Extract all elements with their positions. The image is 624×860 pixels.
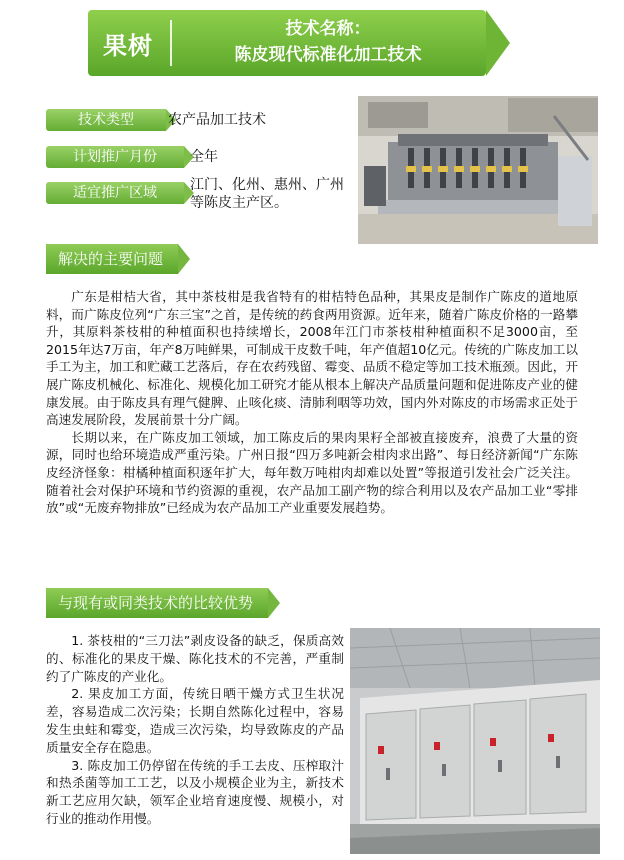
banner-divider (170, 20, 172, 66)
advantage-item: 1. 茶枝柑的“三刀法”剥皮设备的缺乏，保质高效的、标准化的果皮干燥、陈化技术的不完善，严重制约了广陈皮的产业化。 (46, 633, 344, 684)
promotion-month-tag: 计划推广月份 (46, 146, 184, 168)
peeling-machine-photo (358, 96, 598, 244)
category-label: 果树 (103, 31, 153, 60)
drying-room-illustration (350, 628, 600, 854)
promotion-region-line2: 等陈皮主产区。 (190, 195, 288, 211)
tech-type-value: 农产品加工技术 (168, 112, 266, 128)
promotion-month-value: 全年 (190, 149, 218, 165)
promotion-region-line1: 江门、化州、惠州、广州 (190, 177, 344, 193)
drying-room-photo (350, 628, 600, 854)
section-header-problems: 解决的主要问题 (46, 244, 178, 274)
problems-paragraph: 广东是柑桔大省，其中茶枝柑是我省特有的柑桔特色品种，其果皮是制作广陈皮的道地原料，而广陈皮位列“广东三宝”之首，是传统的药食两用资源。近年来，随着广陈皮价格的一路攀升，其原料茶枝柑的种植面积也持续增长，2008年江门市茶枝柑种植面积不足3000亩，至2015年达7万亩，年产8万吨鲜果，可制成干皮数千吨，年产值超10亿元。传统的广陈皮加工以手工为主，加工和贮藏工艺落后，存在农药残留、霉变、品质不稳定等加工技术瓶颈。因此，开展广陈皮机械化、标准化、规模化加工研究才能从根本上解决产品质量问题和促进陈皮产业的健康发展。由于陈皮具有理气健脾、止咳化痰、清肺利咽等功效，国内外对陈皮的市场需求正处于高速发展阶段，发展前景十分广阔。 (46, 289, 578, 428)
tech-type-tag: 技术类型 (46, 109, 166, 131)
technology-title (178, 16, 478, 72)
section-header-advantages: 与现有或同类技术的比较优势 (46, 588, 268, 618)
peeling-machine-illustration (358, 96, 598, 244)
promotion-region-value (190, 176, 358, 212)
advantage-item: 3. 陈皮加工仍停留在传统的手工去皮、压榨取汁和热杀菌等加工工艺，以及小规模企业为主，新技术新工艺应用欠缺，领军企业培育速度慢、规模小，对行业的推动作用慢。 (46, 757, 344, 826)
advantages-list (46, 632, 344, 828)
technology-title-label: 技术名称： (285, 19, 371, 39)
problems-text (46, 288, 578, 517)
promotion-region-tag: 适宜推广区域 (46, 182, 184, 204)
technology-title-value: 陈皮现代标准化加工技术 (234, 45, 422, 65)
advantage-item: 2. 果皮加工方面，传统日晒干燥方式卫生状况差，容易造成二次污染；长期自然陈化过程中，容易发生虫蛀和霉变，造成三次污染，均导致陈皮的产品质量安全存在隐患。 (46, 686, 344, 755)
problems-paragraph: 长期以来，在广陈皮加工领域，加工陈皮后的果肉果籽全部被直接废弃，浪费了大量的资源，同时也给环境造成严重污染。广州日报“四万多吨新会柑肉求出路”、每日经济新闻“广东陈皮经济怪象：柑橘种植面积逐年扩大，每年数万吨柑肉却难以处置”等报道引发社会广泛关注。随着社会对保护环境和节约资源的重视，农产品加工副产物的综合利用以及农产品加工业“零排放”或“无废弃物排放”已经成为农产品加工产业重要发展趋势。 (46, 429, 578, 516)
header-banner (88, 10, 486, 76)
